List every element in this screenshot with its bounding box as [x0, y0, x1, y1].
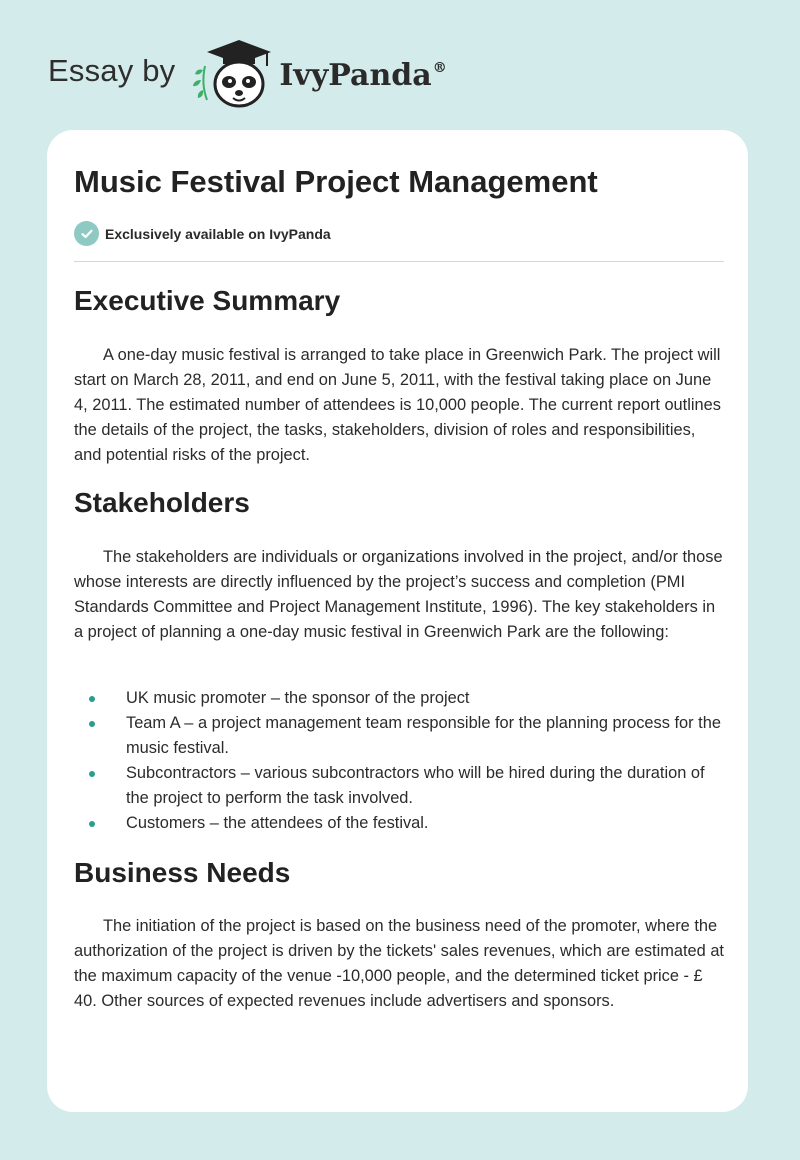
business-needs-paragraph: The initiation of the project is based on the business need of the promoter, where the authorization of the project is driven by the tickets' sales revenues, which are estimated at the maximum capacity of the venue -10,000 people, and the determined ticket price - £ 40. Other sources of expected revenues include advertisers and sponsors. — [74, 917, 724, 1010]
essay-by-label: Essay by — [48, 53, 176, 88]
title-divider — [74, 261, 724, 262]
list-item: UK music promoter – the sponsor of the project — [74, 686, 724, 711]
list-item: Subcontractors – various subcontractors who will be hired during the duration of the project to perform the task involved. — [74, 761, 724, 811]
stakeholders-list — [74, 686, 724, 836]
site-header — [48, 36, 447, 112]
check-icon — [74, 221, 99, 246]
stakeholders-paragraph: The stakeholders are individuals or organizations involved in the project, and/or those whose interests are directly influenced by the project’s success and completion (PMI Standards Committee and Project Management Institute, 1996). The key stakeholders in a project of planning a one-day music festival in Greenwich Park are the following: — [74, 548, 723, 641]
brand-name[interactable]: IvyPanda® — [279, 57, 447, 93]
executive-summary-paragraph: A one-day music festival is arranged to take place in Greenwich Park. The project will start on March 28, 2011, and end on June 5, 2011, with the festival taking place on June 4, 2011. The estimated number of attendees is 10,000 people. The current report outlines the details of the project, the tasks, stakeholders, division of roles and responsibilities, and potential risks of the project. — [74, 346, 721, 464]
list-item: Customers – the attendees of the festival. — [74, 811, 724, 836]
section-heading-business-needs: Business Needs — [74, 857, 291, 888]
section-heading-stakeholders: Stakeholders — [74, 487, 250, 518]
list-item: Team A – a project management team responsible for the planning process for the music festival. — [74, 711, 724, 761]
page-title: Music Festival Project Management — [74, 164, 598, 199]
panda-graduate-icon[interactable] — [189, 36, 273, 112]
section-heading-executive-summary: Executive Summary — [74, 285, 341, 316]
essay-card — [47, 130, 748, 1112]
exclusive-badge-text: Exclusively available on IvyPanda — [105, 225, 331, 242]
registered-mark: ® — [432, 59, 447, 76]
exclusive-badge — [74, 221, 331, 246]
